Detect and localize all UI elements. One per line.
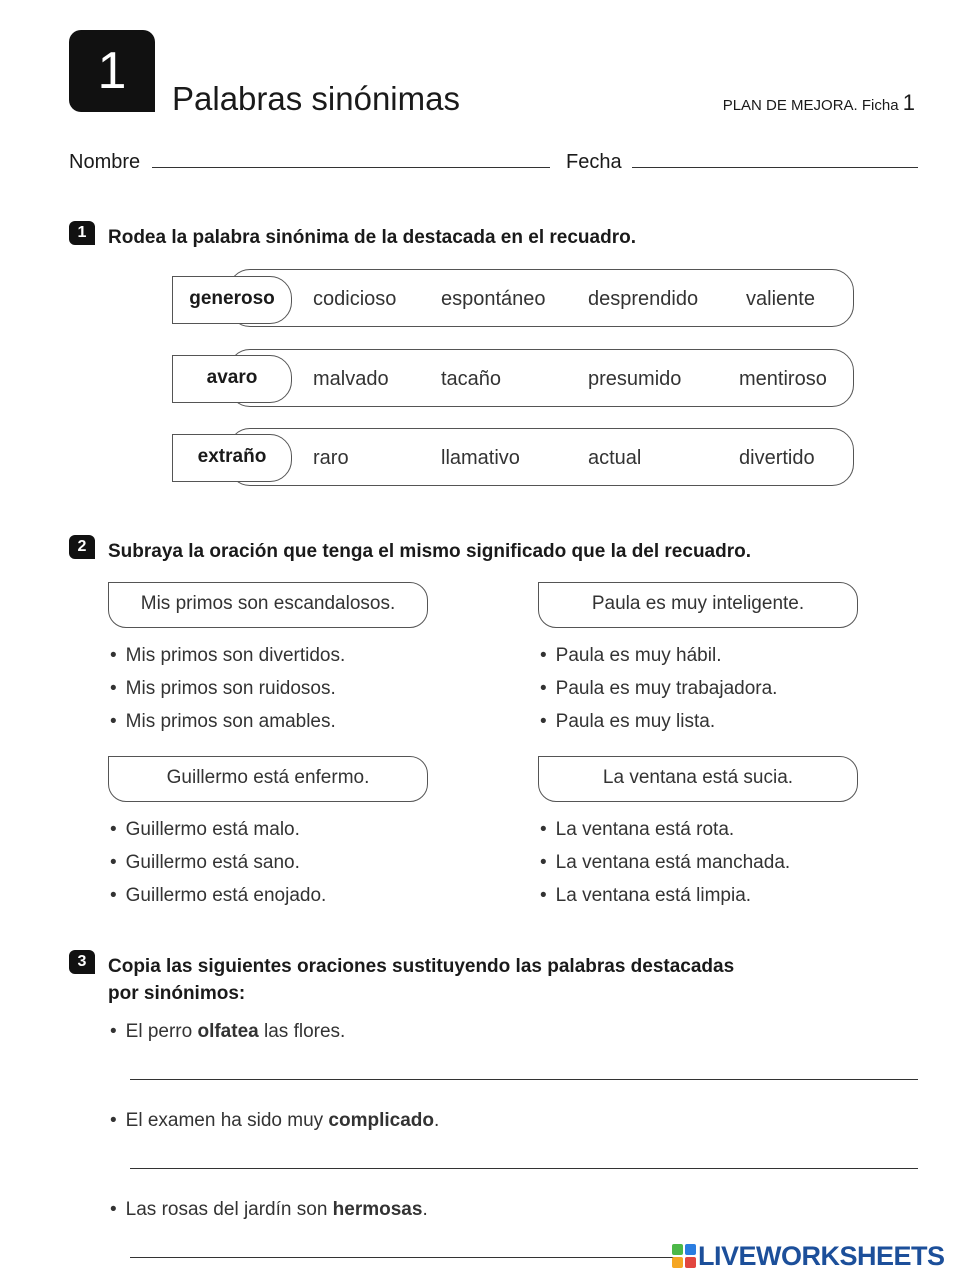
highlighted-word: complicado [328,1110,434,1131]
option-word[interactable]: actual [588,447,642,469]
option-word[interactable]: desprendido [588,288,699,310]
sentence-option[interactable]: • Mis primos son ruidosos. [110,678,345,711]
option-word[interactable]: tacaño [441,368,502,390]
option-word[interactable]: espontáneo [441,288,546,310]
sentence-options-1 [110,645,345,744]
sentence-text: Las rosas del jardín son [125,1199,333,1220]
section-3-badge: 3 [69,950,95,974]
sentence-options-3 [110,819,326,918]
liveworksheets-watermark [672,1240,945,1272]
section-2-badge: 2 [69,535,95,559]
sentence-option[interactable]: • Paula es muy hábil. [540,645,777,678]
date-field-line[interactable] [632,167,918,168]
sentence-option[interactable]: • La ventana está rota. [540,819,790,852]
reference-sentence-2: Paula es muy inteligente. [538,582,858,628]
sentence-option[interactable]: • Mis primos son amables. [110,711,345,744]
name-field-line[interactable] [152,167,550,168]
section-3-instruction-line-1: Copia las siguientes oraciones sustituyendo las palabras destacadas [108,956,735,977]
section-1-instruction: Rodea la palabra sinónima de la destacada en el recuadro. [108,227,636,248]
sentence-option[interactable]: • Paula es muy trabajadora. [540,678,777,711]
reference-sentence-4: La ventana está sucia. [538,756,858,802]
sentence-option[interactable]: • Guillermo está enojado. [110,885,326,918]
section-3-instruction-line-2: por sinónimos: [108,983,246,1004]
liveworksheets-logo-icon [672,1244,696,1268]
option-word[interactable]: codicioso [313,288,397,310]
option-word[interactable]: divertido [739,447,815,469]
sentence-options-2 [540,645,777,744]
sentence-text: las flores. [258,1021,346,1042]
sentence-text: . [422,1199,428,1220]
answer-line-3[interactable] [130,1257,675,1258]
sentence-text: El perro [125,1021,198,1042]
sentence-option[interactable]: • Mis primos son divertidos. [110,645,345,678]
copy-sentence-1: • El perro olfatea las flores. [110,1021,346,1042]
highlighted-word-2: avaro [172,355,292,403]
unit-number-badge: 1 [69,30,155,112]
highlighted-word: olfatea [197,1021,259,1042]
logo-square [685,1244,696,1255]
option-word[interactable]: malvado [313,368,389,390]
highlighted-word: hermosas [332,1199,423,1220]
watermark-text: LIVEWORKSHEETS [698,1240,945,1271]
logo-square [672,1244,683,1255]
answer-line-2[interactable] [130,1168,918,1169]
sentence-option[interactable]: • Guillermo está malo. [110,819,326,852]
copy-sentence-3: • Las rosas del jardín son hermosas. [110,1199,428,1220]
highlighted-word-3: extraño [172,434,292,482]
sentence-option[interactable]: • Guillermo está sano. [110,852,326,885]
reference-sentence-1: Mis primos son escandalosos. [108,582,428,628]
option-word[interactable]: llamativo [441,447,520,469]
section-2-instruction: Subraya la oración que tenga el mismo significado que la del recuadro. [108,541,752,562]
option-word[interactable]: presumido [588,368,682,390]
sentence-text: . [434,1110,440,1131]
logo-square [672,1257,683,1268]
option-word[interactable]: mentiroso [739,368,827,390]
section-1-badge: 1 [69,221,95,245]
copy-sentence-2: • El examen ha sido muy complicado. [110,1110,440,1131]
sentence-text: El examen ha sido muy [125,1110,329,1131]
ficha-number: 1 [902,90,915,115]
highlighted-word-1: generoso [172,276,292,324]
sentence-option[interactable]: • La ventana está limpia. [540,885,790,918]
section-3-instruction [108,953,734,1007]
sentence-option[interactable]: • Paula es muy lista. [540,711,777,744]
sentence-options-4 [540,819,790,918]
date-label: Fecha [566,151,622,173]
answer-line-1[interactable] [130,1079,918,1080]
page-title: Palabras sinónimas [172,80,460,117]
reference-sentence-3: Guillermo está enfermo. [108,756,428,802]
name-label: Nombre [69,151,141,173]
logo-square [685,1257,696,1268]
option-word[interactable]: valiente [746,288,815,310]
option-word[interactable]: raro [313,447,349,469]
sentence-option[interactable]: • La ventana está manchada. [540,852,790,885]
plan-label [723,90,915,116]
plan-text: PLAN DE MEJORA. Ficha [722,97,899,114]
